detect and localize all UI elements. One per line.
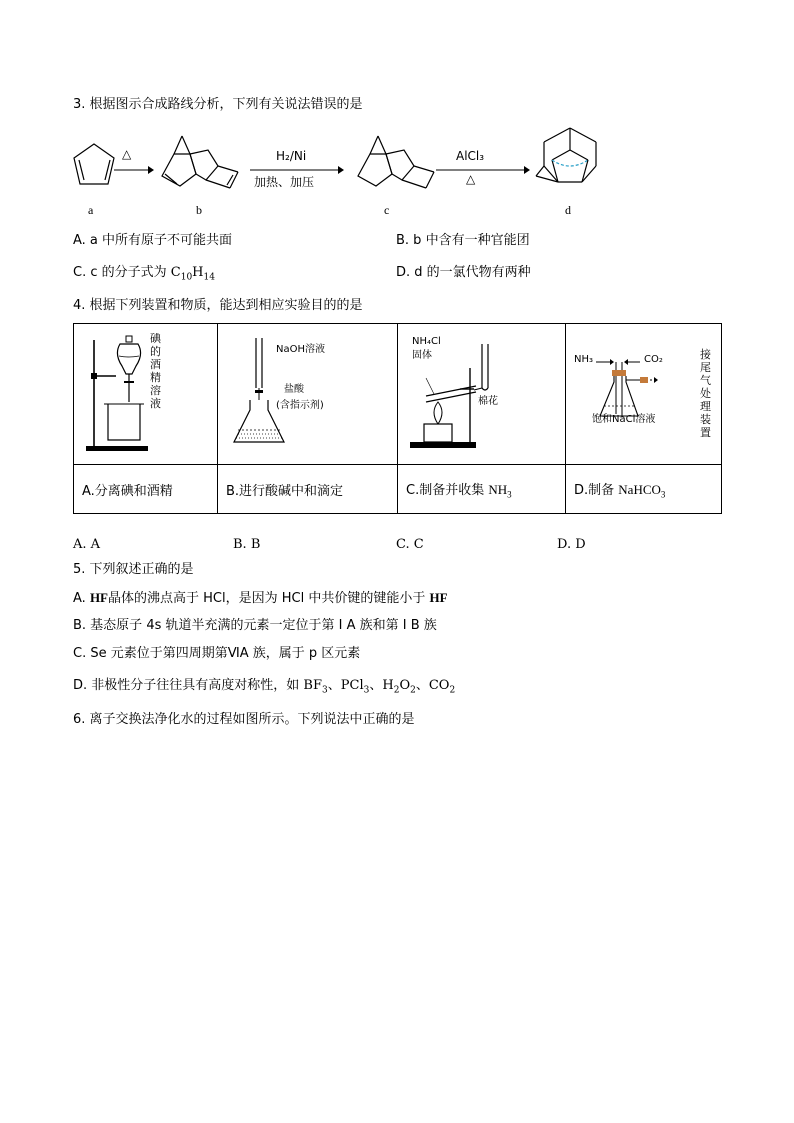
formula-bf3: $BF_3$ xyxy=(303,678,328,696)
label-c: c xyxy=(384,203,390,217)
solid-label: 固体 xyxy=(412,350,432,361)
figure-c-cell xyxy=(398,324,566,465)
formula-co2: $CO_2$ xyxy=(428,678,456,696)
formula-nh3: $NH_3$ xyxy=(488,481,512,500)
arrow3-condition-bottom: △ xyxy=(466,172,476,186)
acid-label: 盐酸 xyxy=(284,384,304,395)
q4-option-a: A. A xyxy=(73,537,101,552)
q3-option-d: D. d 的一氯代物有两种 xyxy=(396,265,531,280)
arrow1-condition: △ xyxy=(122,147,132,161)
arrow2-condition-bottom: 加热、加压 xyxy=(254,175,315,189)
caption-c: C.制备并收集 $NH_3$ xyxy=(398,465,566,514)
molecule-d xyxy=(530,124,610,202)
separatory-funnel-figure xyxy=(82,330,152,456)
q5-option-b: B. 基态原子 4s 轨道半充满的元素一定位于第 Ⅰ A 族和第 Ⅰ B 族 xyxy=(73,618,437,633)
sat-nacl-label: 饱和NaCl溶液 xyxy=(592,414,656,425)
molecule-a xyxy=(70,140,120,192)
q4-apparatus-table xyxy=(73,323,722,514)
caption-a: A.分离碘和酒精 xyxy=(74,465,218,514)
figure-d-cell xyxy=(566,324,722,465)
q4-option-c: C. C xyxy=(396,537,424,552)
q5-option-c: C. Se 元素位于第四周期第ⅥA 族，属于 p 区元素 xyxy=(73,646,361,661)
label-b: b xyxy=(196,203,202,217)
label-d: d xyxy=(565,203,571,217)
q3-option-c xyxy=(73,264,215,287)
figure-a-label: 碘的酒精溶液 xyxy=(150,332,161,410)
q3-option-b: B. b 中含有一种官能团 xyxy=(396,233,530,248)
nh4cl-label: NH₄Cl xyxy=(412,336,441,347)
formula-nahco3: NaHCO$_3$ xyxy=(618,481,666,500)
label-a: a xyxy=(88,203,94,217)
molecule-b xyxy=(152,128,242,196)
naoh-label: NaOH溶液 xyxy=(276,344,325,355)
q3-option-a: A. a 中所有原子不可能共面 xyxy=(73,233,233,248)
q3-stem: 3. 根据图示合成路线分析，下列有关说法错误的是 xyxy=(73,97,363,112)
q5-stem: 5. 下列叙述正确的是 xyxy=(73,562,194,577)
indicator-label: (含指示剂) xyxy=(276,400,324,411)
arrow-1 xyxy=(114,165,154,175)
q5-option-a: A. HF晶体的沸点高于 HCl，是因为 HCl 中共价键的键能小于 HF xyxy=(73,590,448,606)
caption-d: D.制备 NaHCO$_3$ xyxy=(566,465,722,514)
arrow3-condition-top: AlCl₃ xyxy=(456,149,485,163)
cotton-label: 棉花 xyxy=(478,396,498,407)
molecule-c xyxy=(348,128,438,196)
caption-b: B.进行酸碱中和滴定 xyxy=(218,465,398,514)
formula-c10h14: $C_{10}H_{14}$ xyxy=(170,265,215,283)
formula-pcl3: PCl$_3$ xyxy=(340,678,370,696)
arrow2-condition-top: H₂/Ni xyxy=(276,149,307,163)
q3-option-c-prefix: C. c 的分子式为 xyxy=(73,265,171,280)
figure-d-label: 接尾气处理装置 xyxy=(700,348,711,439)
q4-option-d: D. D xyxy=(557,537,586,552)
arrow-3 xyxy=(436,165,530,175)
nh3-label: NH₃ xyxy=(574,354,594,365)
q5-option-d: D. 非极性分子往往具有高度对称性，如 $BF_3$、PCl$_3$、$H_2O_2$、$CO_2$ xyxy=(73,678,456,696)
formula-h2o2: $H_2O_2$ xyxy=(382,678,416,696)
co2-label: CO₂ xyxy=(644,354,663,365)
q4-option-b: B. B xyxy=(233,537,261,552)
q4-stem: 4. 根据下列装置和物质，能达到相应实验目的的是 xyxy=(73,298,363,313)
figure-a-cell xyxy=(74,324,218,465)
figure-b-cell xyxy=(218,324,398,465)
q6-stem: 6. 离子交换法净化水的过程如图所示。下列说法中正确的是 xyxy=(73,712,415,727)
